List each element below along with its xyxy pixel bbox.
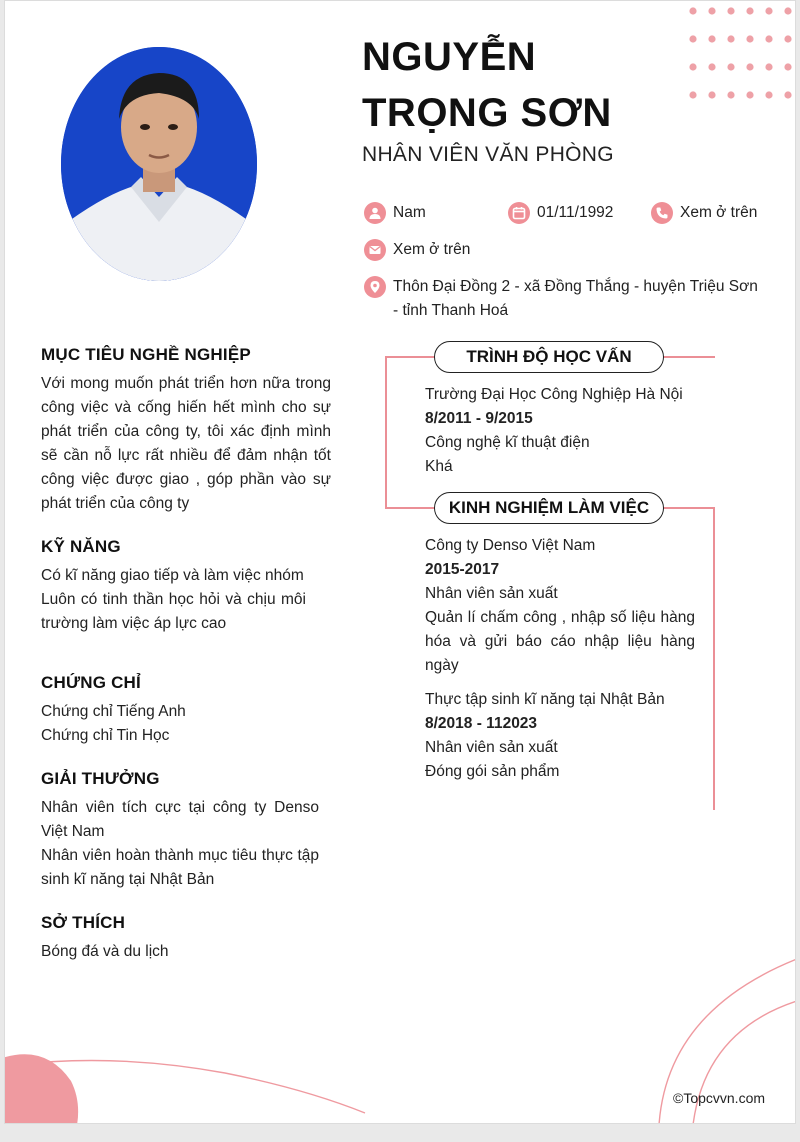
job-description: Quản lí chấm công , nhập số liệu hàng hóa và gửi báo cáo nhập liệu hàng ngày [425, 609, 695, 674]
objective-section [41, 344, 331, 516]
address-item [364, 275, 764, 323]
job-description: Đóng gói sản phẩm [425, 763, 560, 780]
email-icon [364, 239, 386, 261]
phone-value: Xem ở trên [680, 204, 758, 221]
gender-item [364, 201, 426, 225]
address-value [393, 275, 758, 323]
hobbies-title: SỞ THÍCH [41, 913, 126, 932]
hobbies-text: Bóng đá và du lịch [41, 943, 169, 960]
job-position: Nhân viên sản xuất [425, 739, 558, 756]
job-period: 2015-2017 [425, 561, 500, 578]
education-school: Trường Đại Học Công Nghiệp Hà Nội [425, 386, 683, 403]
education-heading: TRÌNH ĐỘ HỌC VẤN [434, 341, 664, 373]
calendar-icon [508, 202, 530, 224]
awards-title: GIẢI THƯỞNG [41, 769, 160, 788]
birthday-item [508, 201, 613, 225]
timeline-right-line [713, 507, 715, 810]
timeline-connector [385, 356, 435, 358]
certificate-item: Chứng chỉ Tiếng Anh [41, 703, 186, 720]
timeline-connector [385, 507, 435, 509]
job-title: NHÂN VIÊN VĂN PHÒNG [362, 143, 614, 166]
hobbies-section [41, 912, 331, 964]
dot-grid-decoration [688, 7, 796, 107]
address-line-2: - tỉnh Thanh Hoá [393, 302, 509, 319]
profile-photo [61, 47, 257, 281]
timeline-left-line [385, 356, 387, 509]
phone-icon [651, 202, 673, 224]
experience-heading: KINH NGHIỆM LÀM VIỆC [434, 492, 664, 524]
skills-title: KỸ NĂNG [41, 537, 121, 556]
job-period: 8/2018 - 112023 [425, 715, 538, 732]
cv-page [4, 0, 796, 1124]
certificate-item: Chứng chỉ Tin Học [41, 727, 170, 744]
email-item [364, 238, 470, 262]
location-icon [364, 276, 386, 298]
copyright-text: ©Topcvvn.com [673, 1090, 766, 1106]
skills-item: Luôn có tinh thần học hỏi và chịu môi trường làm việc áp lực cao [41, 591, 306, 632]
certificates-title: CHỨNG CHỈ [41, 673, 141, 692]
objective-text: Với mong muốn phát triển hơn nữa trong công việc và cống hiến hết mình cho sự phát triển của công ty, tôi xác định mình sẽ cần nỗ lực rất nhiều để đảm nhận tốt công việc được giao , góp phần vào sự phát triển của công ty [41, 375, 331, 512]
timeline-connector [663, 507, 715, 509]
education-content [425, 383, 695, 479]
experience-job [425, 534, 695, 678]
education-period: 8/2011 - 9/2015 [425, 410, 533, 427]
job-company: Công ty Denso Việt Nam [425, 537, 596, 554]
award-item: Nhân viên hoàn thành mục tiêu thực tập sinh kĩ năng tại Nhật Bản [41, 847, 319, 888]
address-line-1: Thôn Đại Đồng 2 - xã Đồng Thắng - huyện Triệu Sơn [393, 278, 758, 295]
education-major: Công nghệ kĩ thuật điện [425, 434, 590, 451]
awards-section [41, 768, 319, 892]
experience-job [425, 688, 695, 784]
name-line-2: TRỌNG SƠN [362, 91, 612, 135]
birthday-value: 01/11/1992 [537, 204, 614, 221]
gender-value: Nam [393, 204, 426, 221]
education-grade: Khá [425, 458, 453, 475]
timeline-connector [663, 356, 715, 358]
email-value: Xem ở trên [393, 241, 471, 258]
objective-title: MỤC TIÊU NGHỀ NGHIỆP [41, 345, 251, 364]
skills-section [41, 536, 306, 636]
skills-item: Có kĩ năng giao tiếp và làm việc nhóm [41, 567, 304, 584]
candidate-name [362, 29, 682, 141]
person-icon [364, 202, 386, 224]
job-company: Thực tập sinh kĩ năng tại Nhật Bản [425, 691, 665, 708]
certificates-section [41, 672, 331, 748]
name-line-1: NGUYỄN [362, 35, 537, 79]
award-item: Nhân viên tích cực tại công ty Denso Việt Nam [41, 799, 319, 840]
phone-item [651, 201, 757, 225]
job-position: Nhân viên sản xuất [425, 585, 558, 602]
